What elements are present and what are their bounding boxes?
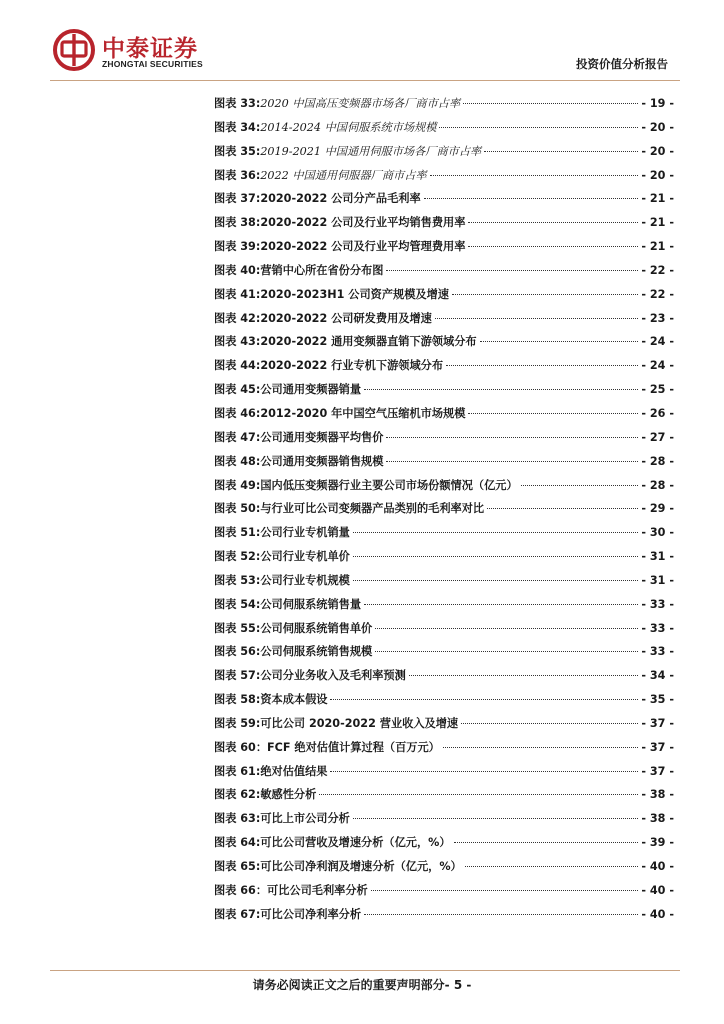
toc-entry-page: - 25 -	[641, 383, 674, 397]
toc-dot-leader	[386, 461, 638, 462]
toc-entry-title: 2020-2022 通用变频器直销下游领域分布	[260, 335, 477, 349]
toc-entry-title: 公司通用变频器销售规模	[260, 454, 384, 468]
toc-entry-page: - 21 -	[641, 192, 674, 206]
toc-entry-label: 图表 47:	[214, 430, 261, 444]
toc-entry-title: FCF 绝对估值计算过程（百万元）	[267, 740, 440, 754]
toc-entry-label: 图表 38:	[214, 216, 261, 230]
toc-dot-leader	[465, 866, 639, 867]
toc-entry-page: - 19 -	[641, 97, 674, 110]
toc-dot-leader	[468, 222, 638, 223]
toc-entry-label: 图表 63:	[214, 812, 261, 826]
toc-entry-page: - 37 -	[641, 764, 674, 778]
toc-dot-leader	[435, 318, 639, 319]
logo-english-name: ZHONGTAI SECURITIES	[102, 59, 203, 69]
toc-entry-label: 图表 41:	[214, 287, 261, 301]
footer-disclaimer: 请务必阅读正文之后的重要声明部分- 5 -	[252, 978, 472, 992]
toc-entry-label: 图表 61:	[214, 764, 261, 778]
logo-chinese-name: 中泰证券	[102, 35, 198, 62]
toc-entry[interactable]	[214, 688, 674, 712]
toc-entry-title: 公司通用变频器销量	[260, 383, 362, 397]
toc-entry-label: 图表 35:	[214, 144, 261, 158]
footer-divider	[50, 970, 680, 971]
toc-entry[interactable]	[214, 521, 674, 545]
toc-entry-label: 图表 60：	[214, 740, 268, 754]
toc-entry[interactable]	[214, 760, 674, 784]
toc-entry-label: 图表 51:	[214, 526, 261, 540]
toc-entry[interactable]	[214, 783, 674, 807]
toc-entry-page: - 22 -	[641, 263, 674, 277]
toc-entry-title: 可比公司营收及增速分析（亿元，%）	[260, 836, 451, 850]
toc-dot-leader	[463, 103, 638, 104]
toc-entry-title: 可比公司净利润及增速分析（亿元，%）	[260, 860, 462, 873]
toc-entry-label: 图表 66：	[214, 883, 268, 897]
toc-entry-title: 2019-2021 中国通用伺服市场各厂商市占率	[260, 144, 482, 158]
toc-entry-page: - 34 -	[641, 669, 674, 683]
toc-entry-label: 图表 42:	[214, 311, 261, 325]
toc-entry-title: 公司行业专机单价	[260, 550, 350, 564]
toc-entry-title: 2014-2024 中国伺服系统市场规模	[260, 120, 437, 134]
toc-entry-page: - 22 -	[641, 287, 674, 301]
toc-entry-page: - 38 -	[641, 812, 674, 826]
toc-entry-page: - 35 -	[641, 693, 674, 707]
toc-entry[interactable]	[214, 402, 674, 426]
toc-entry[interactable]	[214, 330, 674, 354]
toc-dot-leader	[446, 365, 638, 366]
toc-entry-page: - 24 -	[641, 359, 674, 373]
toc-entry-page: - 33 -	[641, 597, 674, 611]
page-header	[0, 0, 724, 80]
toc-entry-page: - 33 -	[641, 621, 674, 635]
toc-entry-title: 2020-2022 公司及行业平均销售费用率	[260, 216, 466, 230]
toc-entry-label: 图表 65:	[214, 860, 261, 873]
toc-dot-leader	[487, 508, 638, 509]
toc-entry-page: - 39 -	[641, 836, 674, 850]
figure-index-list	[214, 92, 674, 927]
toc-dot-leader	[364, 389, 638, 390]
toc-entry[interactable]	[214, 807, 674, 831]
toc-entry-label: 图表 58:	[214, 693, 261, 707]
toc-entry-page: - 31 -	[641, 550, 674, 564]
toc-entry-label: 图表 36:	[214, 168, 261, 182]
toc-dot-leader	[439, 127, 638, 128]
toc-dot-leader	[452, 294, 638, 295]
toc-entry-title: 公司通用变频器平均售价	[260, 430, 384, 444]
toc-entry-label: 图表 39:	[214, 240, 261, 254]
toc-entry-label: 图表 62:	[214, 788, 261, 802]
toc-dot-leader	[330, 771, 638, 772]
toc-entry-label: 图表 37:	[214, 192, 261, 206]
toc-entry-title: 2022 中国通用伺服器厂商市占率	[260, 168, 427, 182]
toc-entry-label: 图表 55:	[214, 621, 261, 635]
toc-entry-page: - 37 -	[641, 716, 674, 730]
toc-entry-label: 图表 52:	[214, 550, 261, 564]
toc-entry[interactable]	[214, 116, 674, 140]
toc-entry[interactable]	[214, 879, 674, 903]
toc-entry-page: - 33 -	[641, 645, 674, 659]
toc-entry[interactable]	[214, 831, 674, 855]
toc-entry[interactable]	[214, 283, 674, 307]
toc-dot-leader	[468, 246, 638, 247]
toc-entry-page: - 40 -	[641, 907, 674, 921]
toc-entry-title: 可比公司 2020-2022 营业收入及增速	[260, 716, 459, 730]
toc-entry[interactable]	[214, 474, 674, 498]
toc-entry[interactable]	[214, 712, 674, 736]
toc-entry-page: - 40 -	[641, 860, 674, 873]
toc-entry-page: - 27 -	[641, 430, 674, 444]
toc-dot-leader	[409, 675, 639, 676]
toc-entry-page: - 20 -	[641, 144, 674, 158]
toc-dot-leader	[484, 151, 638, 152]
toc-entry-page: - 20 -	[641, 120, 674, 134]
toc-entry-label: 图表 49:	[214, 478, 261, 492]
toc-dot-leader	[386, 437, 638, 438]
toc-entry[interactable]	[214, 736, 674, 760]
toc-entry-label: 图表 33:	[214, 97, 261, 110]
toc-entry[interactable]	[214, 640, 674, 664]
toc-entry-title: 绝对估值结果	[260, 764, 328, 778]
toc-dot-leader	[353, 580, 639, 581]
toc-entry[interactable]	[214, 92, 674, 116]
toc-entry-title: 资本成本假设	[260, 693, 328, 707]
toc-dot-leader	[371, 890, 639, 891]
toc-dot-leader	[364, 914, 638, 915]
toc-dot-leader	[330, 699, 638, 700]
toc-entry[interactable]	[214, 569, 674, 593]
toc-entry-title: 营销中心所在省份分布图	[260, 263, 384, 277]
toc-entry-title: 公司伺服系统销售规模	[260, 645, 373, 659]
toc-entry[interactable]	[214, 307, 674, 331]
toc-entry-title: 2020 中国高压变频器市场各厂商市占率	[260, 97, 461, 110]
toc-entry-page: - 30 -	[641, 526, 674, 540]
toc-entry-title: 2012-2020 年中国空气压缩机市场规模	[260, 406, 466, 420]
toc-entry[interactable]	[214, 211, 674, 235]
toc-entry[interactable]	[214, 426, 674, 450]
toc-dot-leader	[443, 747, 638, 748]
toc-entry-page: - 40 -	[641, 883, 674, 897]
toc-entry-label: 图表 56:	[214, 645, 261, 659]
toc-entry-label: 图表 50:	[214, 502, 261, 516]
toc-entry-title: 可比上市公司分析	[260, 812, 350, 826]
toc-entry-page: - 21 -	[641, 240, 674, 254]
toc-entry-title: 敏感性分析	[260, 788, 317, 802]
toc-entry[interactable]	[214, 664, 674, 688]
toc-entry-label: 图表 44:	[214, 359, 261, 373]
toc-entry-page: - 26 -	[641, 406, 674, 420]
toc-entry[interactable]	[214, 593, 674, 617]
toc-entry-title: 2020-2022 公司及行业平均管理费用率	[260, 240, 466, 254]
toc-entry-page: - 28 -	[641, 478, 674, 492]
toc-entry[interactable]	[214, 259, 674, 283]
toc-entry-page: - 31 -	[641, 573, 674, 587]
toc-entry[interactable]	[214, 235, 674, 259]
toc-entry-page: - 20 -	[641, 168, 674, 182]
toc-entry-label: 图表 57:	[214, 669, 261, 683]
toc-dot-leader	[375, 628, 638, 629]
toc-entry-page: - 21 -	[641, 216, 674, 230]
toc-entry-label: 图表 48:	[214, 454, 261, 468]
toc-entry-page: - 38 -	[641, 788, 674, 802]
toc-entry[interactable]	[214, 617, 674, 641]
toc-entry[interactable]	[214, 164, 674, 188]
toc-dot-leader	[319, 794, 638, 795]
toc-entry[interactable]	[214, 378, 674, 402]
toc-entry-label: 图表 46:	[214, 406, 261, 420]
toc-entry-page: - 37 -	[641, 740, 674, 754]
toc-dot-leader	[353, 556, 639, 557]
toc-entry-title: 与行业可比公司变频器产品类别的毛利率对比	[260, 502, 485, 516]
toc-dot-leader	[480, 341, 639, 342]
toc-entry[interactable]	[214, 497, 674, 521]
toc-dot-leader	[521, 485, 639, 486]
zhongtai-logo-icon	[52, 28, 96, 72]
toc-entry[interactable]	[214, 354, 674, 378]
toc-entry-title: 可比公司毛利率分析	[267, 883, 368, 897]
toc-dot-leader	[386, 270, 638, 271]
toc-entry-page: - 29 -	[641, 502, 674, 516]
toc-entry-title: 公司伺服系统销售单价	[260, 621, 373, 635]
toc-entry-title: 2020-2022 公司分产品毛利率	[260, 192, 421, 206]
toc-entry-label: 图表 59:	[214, 716, 261, 730]
toc-entry-label: 图表 53:	[214, 573, 261, 587]
toc-entry-label: 图表 45:	[214, 383, 261, 397]
toc-entry[interactable]	[214, 450, 674, 474]
toc-entry-title: 2020-2023H1 公司资产规模及增速	[260, 287, 449, 301]
toc-entry[interactable]	[214, 140, 674, 164]
toc-entry-label: 图表 67:	[214, 907, 261, 921]
toc-dot-leader	[454, 842, 639, 843]
toc-dot-leader	[375, 651, 638, 652]
toc-entry-title: 国内低压变频器行业主要公司市场份额情况（亿元）	[260, 478, 518, 492]
toc-entry-title: 公司伺服系统销售量	[260, 597, 362, 611]
toc-entry-page: - 28 -	[641, 454, 674, 468]
toc-entry-page: - 23 -	[641, 311, 674, 325]
toc-dot-leader	[461, 723, 638, 724]
toc-entry-title: 公司分业务收入及毛利率预测	[260, 669, 406, 683]
toc-entry-title: 2020-2022 行业专机下游领域分布	[260, 359, 444, 373]
toc-entry-label: 图表 34:	[214, 120, 261, 134]
toc-entry-title: 可比公司净利率分析	[260, 907, 362, 921]
report-type-label: 投资价值分析报告	[576, 57, 668, 71]
toc-entry-title: 公司行业专机规模	[260, 573, 350, 587]
toc-dot-leader	[430, 175, 639, 176]
toc-entry[interactable]	[214, 855, 674, 879]
toc-entry-page: - 24 -	[641, 335, 674, 349]
toc-dot-leader	[424, 198, 639, 199]
toc-entry[interactable]	[214, 545, 674, 569]
toc-entry-title: 公司行业专机销量	[260, 526, 350, 540]
toc-entry-label: 图表 40:	[214, 263, 261, 277]
toc-entry-label: 图表 43:	[214, 335, 261, 349]
toc-entry[interactable]	[214, 187, 674, 211]
toc-dot-leader	[468, 413, 638, 414]
toc-dot-leader	[353, 532, 639, 533]
toc-entry-title: 2020-2022 公司研发费用及增速	[260, 311, 432, 325]
toc-dot-leader	[353, 818, 639, 819]
toc-entry-label: 图表 64:	[214, 836, 261, 850]
toc-dot-leader	[364, 604, 638, 605]
header-divider	[50, 80, 680, 81]
toc-entry[interactable]	[214, 903, 674, 927]
toc-entry-label: 图表 54:	[214, 597, 261, 611]
